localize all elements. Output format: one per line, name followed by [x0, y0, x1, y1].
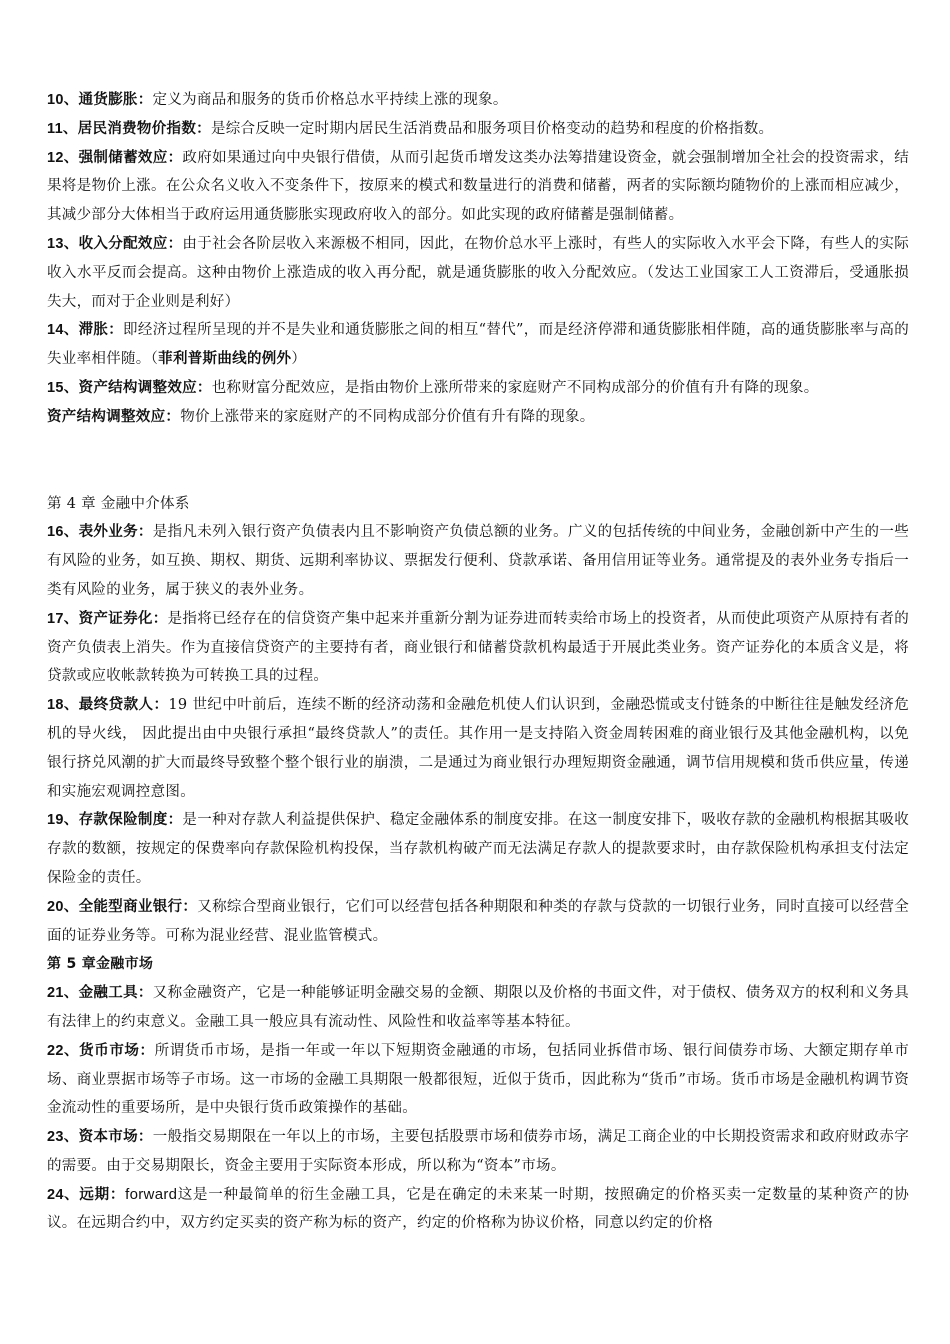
- entry-number: 15、: [47, 379, 79, 396]
- document-page: [47, 86, 909, 1238]
- entry-text: 又称金融资产，它是一种能够证明金融交易的金额、期限以及价格的书面文件，对于债权、债务双方的权利和义务具有法律上的约束意义。金融工具一般应具有流动性、风险性和收益率等基本特征。: [47, 985, 910, 1030]
- entry-18: [47, 691, 909, 806]
- entry-number: 12、: [47, 149, 79, 166]
- entry-text: 由于社会各阶层收入来源极不相同，因此，在物价总水平上涨时，有些人的实际收入水平会下降，有些人的实际收入水平反而会提高。这种由物价上涨造成的收入再分配，就是通货膨胀的收入分配效应。（发达工业国家工人工资滞后，受通胀损失大，而对于企业则是利好）: [47, 235, 909, 310]
- entry-13: [47, 230, 909, 316]
- entry-11: [47, 115, 909, 144]
- entry-number: 11、: [47, 120, 78, 137]
- entry-term: 资产证券化：: [78, 610, 168, 627]
- entry-23: [47, 1123, 909, 1181]
- entry-number: 24、: [47, 1186, 80, 1203]
- entry-text: 所谓货币市场，是指一年或一年以下短期资金融通的市场，包括同业拆借市场、银行间债券市场、大额定期存单市场、商业票据市场等子市场。这一市场的金融工具期限一般都很短，近似于货币，因此称为“货币”市场。货币市场是金融机构调节资金流动性的重要场所，是中央银行货币政策操作的基础。: [47, 1042, 910, 1117]
- entry-emphasis: 菲利普斯曲线的例外: [158, 351, 292, 368]
- entry-text: 19 世纪中叶前后，连续不断的经济动荡和金融危机使人们认识到，金融恐慌或支付链条的中断往往是触发经济危机的导火线， 因此提出由中央银行承担“最终贷款人”的责任。其作用一是支持陷入资金周转困难的商业银行及其他金融机构，以免银行挤兑风潮的扩大而最终导致整个整个银行业的崩溃，二是通过为商业银行办理短期资金融通，调节信用规模和货币供应量，传递和实施宏观调控意图。: [47, 697, 909, 800]
- entry-term: 资本市场：: [78, 1129, 153, 1146]
- entry-text: 即经济过程所呈现的并不是失业和通货膨胀之间的相互“替代”，而是经济停滞和通货膨胀相伴随，高的通货膨胀率与高的失业率相伴随。（: [47, 322, 909, 368]
- entry-number: 20、: [47, 898, 79, 915]
- entry-tail: ）: [291, 351, 307, 368]
- entry-text: 是指凡未列入银行资产负债表内且不影响资产负债总额的业务。广义的包括传统的中间业务，金融创新中产生的一些有风险的业务，如互换、期权、期货、远期利率协议、票据发行便利、贷款承诺、备用信用证等业务。通常提及的表外业务专指后一类有风险的业务，属于狭义的表外业务。: [47, 524, 910, 598]
- entry-text: 这是一种最简单的衍生金融工具，它是在确定的未来某一时期，按照确定的价格买卖一定数量的某种资产的协议。在远期合约中，双方约定买卖的资产称为标的资产，约定的价格称为协议价格，同意以约定的价格: [47, 1186, 909, 1232]
- entry-number: 10、: [47, 92, 79, 108]
- section-spacer: [47, 432, 909, 490]
- entry-text: 一般指交易期限在一年以上的市场，主要包括股票市场和债券市场，满足工商企业的中长期投资需求和政府财政赤字的需要。由于交易期限长，资金主要用于实际资本形成，所以称为“资本”市场。: [47, 1129, 910, 1174]
- entry-term: 最终贷款人：: [78, 697, 169, 714]
- entry-number: 14、: [47, 322, 79, 339]
- entry-19: [47, 806, 909, 892]
- entry-number: 19、: [47, 812, 79, 829]
- entry-20: [47, 893, 909, 951]
- entry-text: 是一种对存款人利益提供保护、稳定金融体系的制度安排。在这一制度安排下，吸收存款的金融机构根据其吸收存款的数额，按规定的保费率向存款保险机构投保，当存款机构破产而无法满足存款人的提款要求时，由存款保险机构承担支付法定保险金的责任。: [47, 812, 909, 886]
- entry-12: [47, 144, 909, 230]
- entry-text: 也称财富分配效应，是指由物价上涨所带来的家庭财产不同构成部分的价值有升有降的现象。: [211, 379, 819, 396]
- entry-term: 货币市场：: [79, 1042, 155, 1059]
- chapter-5-heading: 第 5 章金融市场: [47, 956, 154, 973]
- entry-21: [47, 979, 909, 1037]
- entry-term: 存款保险制度：: [78, 812, 183, 829]
- entry-text: 政府如果通过向中央银行借债，从而引起货币增发这类办法筹措建设资金，就会强制增加全社会的投资需求，结果将是物价上涨。在公众名义收入不变条件下，按原来的模式和数量进行的消费和储蓄，两者的实际额均随物价的上涨而相应减少，其减少部分大体相当于政府运用通货膨胀实现政府收入的部分。如此实现的政府储蓄是强制储蓄。: [47, 149, 909, 224]
- entry-term: 强制储蓄效应：: [78, 149, 183, 166]
- entry-text: 又称综合型商业银行，它们可以经营包括各种期限和种类的存款与贷款的一切银行业务，同时直接可以经营全面的证券业务等。可称为混业经营、混业监管模式。: [47, 898, 909, 944]
- entry-number: 16、: [47, 524, 79, 541]
- entry-term: 远期：: [79, 1186, 126, 1203]
- entry-24: [47, 1181, 909, 1239]
- entry-16: [47, 518, 909, 604]
- entry-15-alt: [47, 403, 909, 432]
- entry-term: 资产结构调整效应：: [78, 379, 212, 396]
- entry-10: [47, 86, 909, 115]
- entry-number: 23、: [47, 1129, 79, 1146]
- entry-15: [47, 374, 909, 403]
- chapter-4-heading: 第 4 章 金融中介体系: [47, 495, 190, 512]
- entry-text: 物价上涨带来的家庭财产的不同构成部分价值有升有降的现象。: [180, 408, 595, 425]
- entry-term: 表外业务：: [78, 524, 153, 541]
- entry-term: 金融工具：: [78, 985, 153, 1002]
- entry-14: [47, 316, 909, 374]
- entry-number: 21、: [47, 985, 79, 1002]
- entry-latin-term: forward: [125, 1185, 178, 1203]
- entry-term: 居民消费物价指数：: [77, 120, 211, 137]
- entry-number: 18、: [47, 697, 79, 714]
- entry-term: 全能型商业银行：: [78, 898, 198, 915]
- entry-number: 17、: [47, 610, 79, 627]
- entry-text: 定义为商品和服务的货币价格总水平持续上涨的现象。: [152, 92, 508, 108]
- entry-text: 是指将已经存在的信贷资产集中起来并重新分割为证券进而转卖给市场上的投资者，从而使此项资产从原持有者的资产负债表上消失。作为直接信贷资产的主要持有者，商业银行和储蓄贷款机构最适于开展此类业务。资产证券化的本质含义是，将贷款或应收帐款转换为可转换工具的过程。: [47, 610, 909, 685]
- entry-17: [47, 605, 909, 691]
- entry-term: 通货膨胀：: [78, 92, 153, 108]
- entry-number: 13、: [47, 235, 79, 252]
- entry-term: 滞胀：: [78, 322, 124, 339]
- entry-term: 资产结构调整效应：: [47, 408, 181, 425]
- entry-term: 收入分配效应：: [78, 235, 183, 252]
- entry-text: 是综合反映一定时期内居民生活消费品和服务项目价格变动的趋势和程度的价格指数。: [210, 120, 774, 137]
- entry-number: 22、: [47, 1042, 80, 1059]
- entry-22: [47, 1037, 909, 1123]
